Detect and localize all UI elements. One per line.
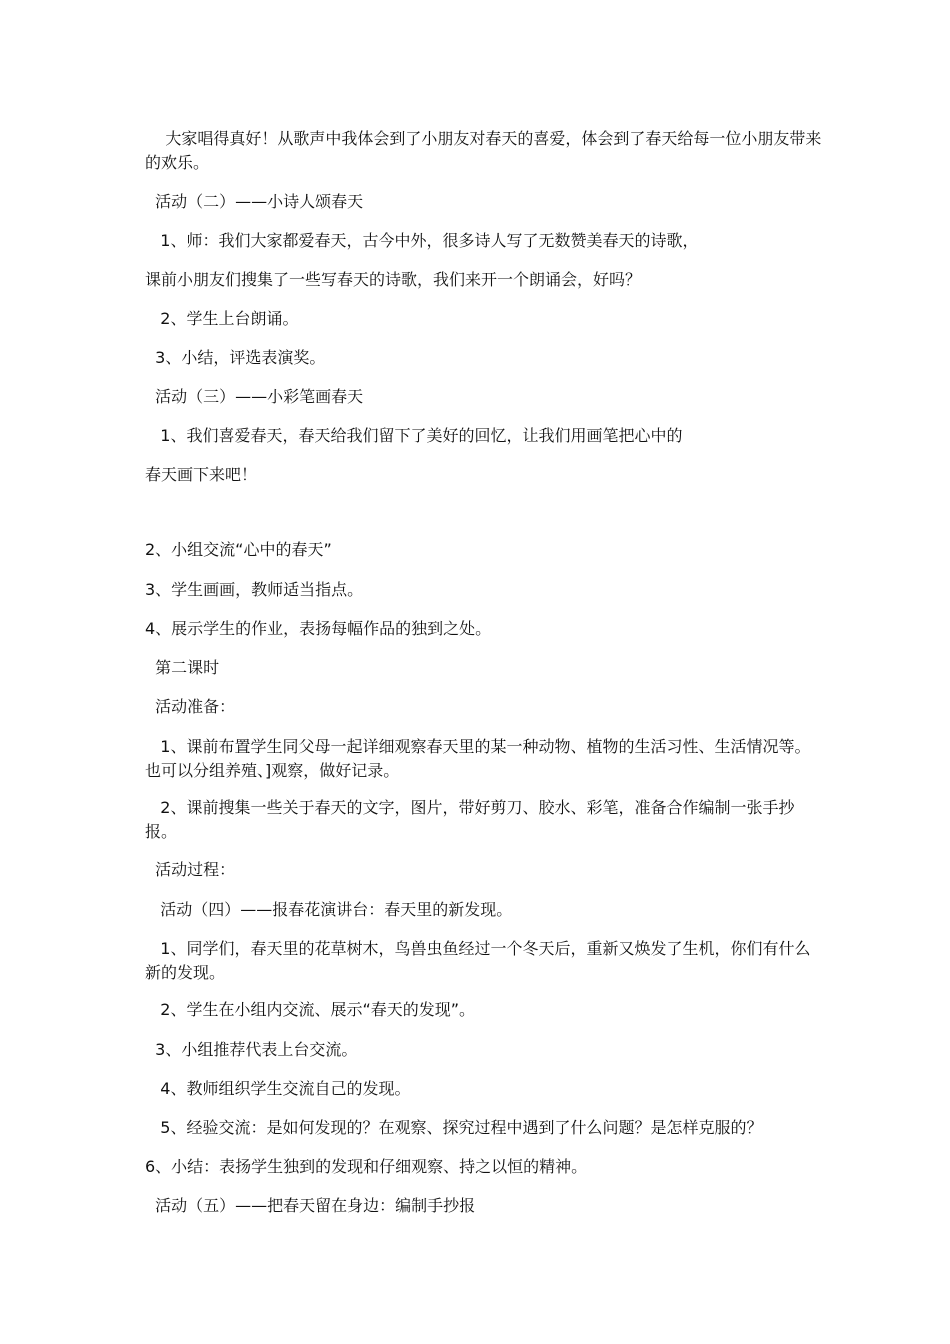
heading-activity-4: 活动（四）——报春花演讲台：春天里的新发现。 bbox=[145, 900, 513, 919]
paragraph: 2、学生在小组内交流、展示“春天的发现”。 bbox=[145, 1000, 476, 1019]
paragraph: 6、小结：表扬学生独到的发现和仔细观察、持之以恒的精神。 bbox=[145, 1157, 588, 1176]
heading-activity-process: 活动过程： bbox=[145, 860, 236, 879]
paragraph: 1、课前布置学生同父母一起详细观察春天里的某一种动物、植物的生活习性、生活情况等。也可以分组养殖、]观察，做好记录。 bbox=[145, 737, 811, 780]
heading-activity-3: 活动（三）——小彩笔画春天 bbox=[145, 387, 364, 406]
heading-activity-5: 活动（五）——把春天留在身边：编制手抄报 bbox=[145, 1196, 476, 1215]
paragraph: 3、学生画画，教师适当指点。 bbox=[145, 580, 364, 599]
paragraph: 5、经验交流：是如何发现的？在观察、探究过程中遇到了什么问题？是怎样克服的？ bbox=[145, 1118, 763, 1137]
paragraph: 3、小结，评选表演奖。 bbox=[145, 348, 326, 367]
paragraph: 4、展示学生的作业，表扬每幅作品的独到之处。 bbox=[145, 619, 492, 638]
heading-second-lesson: 第二课时 bbox=[145, 658, 220, 677]
paragraph: 2、学生上台朗诵。 bbox=[145, 309, 299, 328]
paragraph: 1、同学们，春天里的花草树木，鸟兽虫鱼经过一个冬天后，重新又焕发了生机，你们有什么新的发现。 bbox=[145, 939, 811, 982]
paragraph: 课前小朋友们搜集了一些写春天的诗歌，我们来开一个朗诵会，好吗？ bbox=[145, 270, 642, 289]
paragraph: 2、小组交流“心中的春天” bbox=[145, 540, 332, 559]
heading-activity-prep: 活动准备： bbox=[145, 697, 236, 716]
paragraph-intro: 大家唱得真好！从歌声中我体会到了小朋友对春天的喜爱，体会到了春天给每一位小朋友带来的欢乐。 bbox=[145, 129, 822, 172]
paragraph: 4、教师组织学生交流自己的发现。 bbox=[145, 1079, 411, 1098]
paragraph: 1、我们喜爱春天，春天给我们留下了美好的回忆，让我们用画笔把心中的 bbox=[145, 426, 683, 445]
paragraph: 2、课前搜集一些关于春天的文字，图片，带好剪刀、胶水、彩笔，准备合作编制一张手抄报。 bbox=[145, 798, 795, 841]
paragraph: 1、师：我们大家都爱春天，古今中外，很多诗人写了无数赞美春天的诗歌， bbox=[145, 231, 699, 250]
paragraph: 3、小组推荐代表上台交流。 bbox=[145, 1040, 358, 1059]
paragraph: 春天画下来吧！ bbox=[145, 465, 258, 484]
heading-activity-2: 活动（二）——小诗人颂春天 bbox=[145, 192, 364, 211]
